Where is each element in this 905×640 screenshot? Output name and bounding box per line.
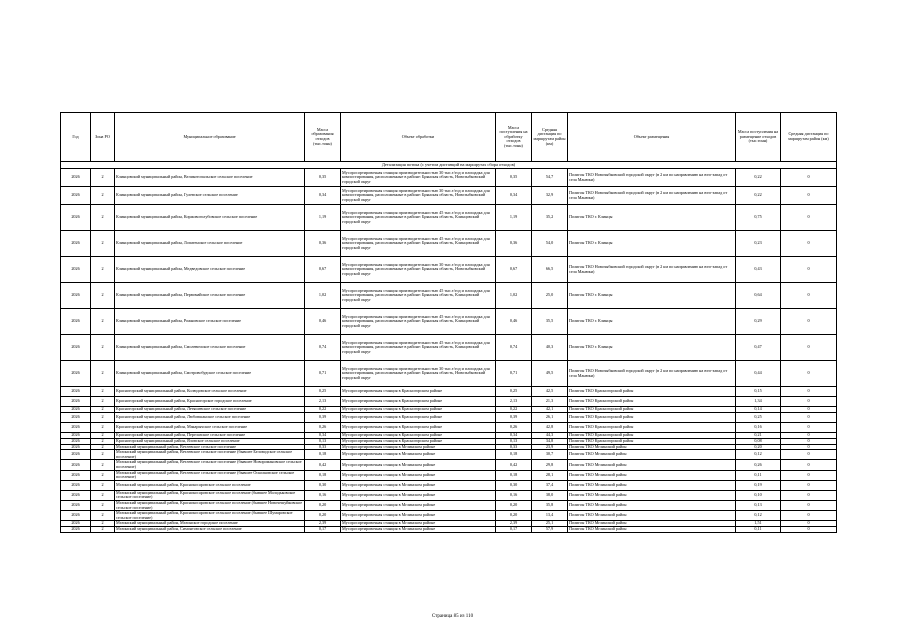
cell-waste-mass: 0,20 — [305, 511, 341, 521]
cell-zone: 2 — [91, 205, 115, 231]
cell-processing-distance: 21,3 — [532, 397, 568, 407]
cell-year: 2026 — [61, 511, 91, 521]
cell-disposal-distance: 0 — [781, 460, 837, 470]
cell-disposal-distance: 0 — [781, 169, 837, 187]
table-row — [61, 450, 837, 460]
cell-disposal-object: Полигон ТКО Новозыбковский городской округ (в 2 км по направлению на юго-запад от села Манюки) — [568, 169, 736, 187]
cell-processing-object: Мусоросортировочная станция производительностью 30 тыс.т/год и площадка для компостирования, расположенные в районе: Брянская область, Новозыбковский городской округ — [341, 361, 496, 387]
cell-year: 2026 — [61, 521, 91, 527]
cell-processing-distance: 42,8 — [532, 423, 568, 433]
cell-disposal-mass: 0,23 — [736, 231, 781, 257]
cell-disposal-distance: 0 — [781, 335, 837, 361]
cell-processing-mass: 0,22 — [496, 407, 532, 413]
cell-disposal-distance: 0 — [781, 490, 837, 500]
cell-processing-distance: 25,1 — [532, 521, 568, 527]
cell-year: 2026 — [61, 169, 91, 187]
cell-processing-object: Мусоросортировочная станция производительностью 45 тыс.т/год и площадка для компостирования, расположенные в районе: Брянская область, Клинцовский городской округ — [341, 309, 496, 335]
cell-disposal-mass: 0,25 — [736, 413, 781, 423]
cell-disposal-object: Полигон ТКО Мглинский район — [568, 526, 736, 532]
cell-processing-object: Мусоросортировочная станция в Красногорском районе — [341, 433, 496, 439]
cell-processing-mass: 0,35 — [496, 169, 532, 187]
cell-year: 2026 — [61, 335, 91, 361]
cell-processing-mass: 0,25 — [496, 387, 532, 397]
cell-municipality: Красногорский муниципальный район, Перелазское сельское поселение — [115, 433, 305, 439]
cell-zone: 2 — [91, 309, 115, 335]
cell-zone: 2 — [91, 407, 115, 413]
flow-detail-table — [60, 112, 837, 533]
cell-processing-mass: 0,18 — [496, 470, 532, 480]
cell-disposal-object: Полигон ТКО Новозыбковский городской округ (в 2 км по направлению на юго-запад от села Манюки) — [568, 187, 736, 205]
cell-disposal-object: Полигон ТКО Мглинский район — [568, 460, 736, 470]
cell-processing-object: Мусоросортировочная станция производительностью 45 тыс.т/год и площадка для компостирования, расположенные в районе: Брянская область, Клинцовский городской округ — [341, 335, 496, 361]
cell-year: 2026 — [61, 450, 91, 460]
table-row — [61, 257, 837, 283]
cell-year: 2026 — [61, 500, 91, 510]
cell-disposal-distance: 0 — [781, 257, 837, 283]
cell-zone: 2 — [91, 169, 115, 187]
cell-disposal-distance: 0 — [781, 511, 837, 521]
cell-processing-mass: 0,71 — [496, 361, 532, 387]
cell-zone: 2 — [91, 387, 115, 397]
cell-municipality: Мглинский муниципальный район, Краснокосаровское сельское поселение (бывшее Молодьковское сельское поселение) — [115, 490, 305, 500]
cell-disposal-mass: 0,22 — [736, 187, 781, 205]
cell-disposal-object: Полигон ТКО Мглинский район — [568, 521, 736, 527]
cell-disposal-mass: 0,21 — [736, 433, 781, 439]
cell-disposal-mass: 0,64 — [736, 283, 781, 309]
cell-year: 2026 — [61, 257, 91, 283]
cell-disposal-object: Полигон ТКО г. Клинцы — [568, 335, 736, 361]
cell-processing-distance: 32,9 — [532, 187, 568, 205]
cell-municipality: Мглинский муниципальный район, Краснокосаровское сельское поселение — [115, 480, 305, 490]
cell-disposal-distance: 0 — [781, 231, 837, 257]
cell-processing-mass: 0,20 — [496, 511, 532, 521]
table-row — [61, 283, 837, 309]
cell-zone: 2 — [91, 460, 115, 470]
cell-zone: 2 — [91, 257, 115, 283]
cell-waste-mass: 2,39 — [305, 521, 341, 527]
cell-processing-distance: 23,9 — [532, 444, 568, 450]
cell-disposal-mass: 0,10 — [736, 490, 781, 500]
cell-processing-mass: 1,02 — [496, 283, 532, 309]
cell-disposal-distance: 0 — [781, 309, 837, 335]
cell-municipality: Мглинский муниципальный район, Ветлевское сельское поселение (бывшее Осколковское сельское поселение) — [115, 470, 305, 480]
header-row — [61, 113, 837, 162]
cell-disposal-distance: 0 — [781, 397, 837, 407]
cell-processing-object: Мусоросортировочная станция производительностью 45 тыс.т/год и площадка для компостирования, расположенные в районе: Брянская область, Клинцовский городской округ — [341, 283, 496, 309]
cell-waste-mass: 0,67 — [305, 257, 341, 283]
table-row — [61, 397, 837, 407]
cell-processing-object: Мусоросортировочная станция в Мглинском районе — [341, 511, 496, 521]
cell-disposal-distance: 0 — [781, 205, 837, 231]
table-row — [61, 205, 837, 231]
cell-disposal-distance: 0 — [781, 521, 837, 527]
cell-disposal-mass: 0,16 — [736, 423, 781, 433]
cell-waste-mass: 0,39 — [305, 413, 341, 423]
cell-waste-mass: 0,34 — [305, 187, 341, 205]
table-caption: Детализация потока (с учетом дистанций на маршрутах сбора отходов) — [61, 162, 837, 169]
cell-municipality: Мглинский муниципальный район, Краснокосаровское сельское поселение (бывшее Новочешуйковское сельское поселение) — [115, 500, 305, 510]
cell-disposal-mass: 0,12 — [736, 450, 781, 460]
cell-processing-object: Мусоросортировочная станция в Красногорском районе — [341, 413, 496, 423]
cell-processing-object: Мусоросортировочная станция в Красногорском районе — [341, 397, 496, 407]
cell-municipality: Клинцовский муниципальный район, Лопатенское сельское поселение — [115, 231, 305, 257]
cell-processing-mass: 0,20 — [496, 500, 532, 510]
col-header-municipality: Муниципальное образование — [115, 113, 305, 162]
cell-processing-mass: 0,33 — [496, 444, 532, 450]
cell-disposal-mass: 0,22 — [736, 169, 781, 187]
col-header-processing-distance: Средняя дистанция по маршрутам район (км) — [532, 113, 568, 162]
cell-processing-mass: 0,74 — [496, 335, 532, 361]
cell-processing-distance: 57,9 — [532, 526, 568, 532]
cell-processing-mass: 0,17 — [496, 526, 532, 532]
cell-processing-object: Мусоросортировочная станция в Красногорском районе — [341, 407, 496, 413]
cell-disposal-object: Полигон ТКО Мглинский район — [568, 450, 736, 460]
cell-disposal-mass: 0,47 — [736, 335, 781, 361]
cell-disposal-object: Полигон ТКО Красногорский район — [568, 433, 736, 439]
cell-waste-mass: 0,18 — [305, 450, 341, 460]
table-row — [61, 470, 837, 480]
cell-processing-distance: 28,1 — [532, 470, 568, 480]
col-header-disposal-distance: Средняя дистанция по маршрутам район (км) — [781, 113, 837, 162]
cell-disposal-mass: 1,51 — [736, 521, 781, 527]
cell-processing-distance: 35,8 — [532, 500, 568, 510]
cell-processing-mass: 0,26 — [496, 423, 532, 433]
cell-processing-distance: 25,0 — [532, 283, 568, 309]
cell-waste-mass: 0,36 — [305, 231, 341, 257]
cell-disposal-distance: 0 — [781, 387, 837, 397]
cell-zone: 2 — [91, 433, 115, 439]
cell-waste-mass: 0,34 — [305, 433, 341, 439]
table-row — [61, 387, 837, 397]
cell-year: 2026 — [61, 283, 91, 309]
cell-disposal-mass: 1,34 — [736, 397, 781, 407]
cell-processing-mass: 0,39 — [496, 413, 532, 423]
cell-municipality: Клинцовский муниципальный район, Медведовское сельское поселение — [115, 257, 305, 283]
cell-municipality: Красногорский муниципальный район, Красногорское городское поселение — [115, 397, 305, 407]
cell-zone: 2 — [91, 413, 115, 423]
cell-processing-distance: 44,3 — [532, 433, 568, 439]
cell-year: 2026 — [61, 490, 91, 500]
cell-disposal-object: Полигон ТКО г. Клинцы — [568, 309, 736, 335]
cell-disposal-mass: 0,13 — [736, 500, 781, 510]
cell-municipality: Красногорский муниципальный район, Макарычское сельское поселение — [115, 423, 305, 433]
cell-disposal-distance: 0 — [781, 413, 837, 423]
cell-processing-object: Мусоросортировочная станция в Мглинском районе — [341, 500, 496, 510]
cell-municipality: Красногорский муниципальный район, Яловское сельское поселение — [115, 439, 305, 445]
cell-disposal-object: Полигон ТКО Новозыбковский городской округ (в 2 км по направлению на юго-запад от села Манюки) — [568, 361, 736, 387]
table-row — [61, 511, 837, 521]
cell-waste-mass: 2,13 — [305, 397, 341, 407]
cell-zone: 2 — [91, 526, 115, 532]
cell-year: 2026 — [61, 444, 91, 450]
cell-zone: 2 — [91, 397, 115, 407]
table-row — [61, 335, 837, 361]
col-header-year: Год — [61, 113, 91, 162]
cell-processing-mass: 0,67 — [496, 257, 532, 283]
cell-disposal-mass: 0,11 — [736, 470, 781, 480]
cell-processing-mass: 2,39 — [496, 521, 532, 527]
cell-processing-distance: 38,0 — [532, 490, 568, 500]
cell-processing-mass: 0,46 — [496, 309, 532, 335]
cell-processing-object: Мусоросортировочная станция в Мглинском районе — [341, 480, 496, 490]
cell-year: 2026 — [61, 439, 91, 445]
cell-processing-mass: 0,30 — [496, 480, 532, 490]
cell-zone: 2 — [91, 500, 115, 510]
cell-year: 2026 — [61, 480, 91, 490]
cell-processing-mass: 0,13 — [496, 439, 532, 445]
cell-disposal-object: Полигон ТКО Мглинский район — [568, 480, 736, 490]
cell-disposal-object: Полигон ТКО Красногорский район — [568, 407, 736, 413]
cell-processing-distance: 34,8 — [532, 439, 568, 445]
cell-year: 2026 — [61, 423, 91, 433]
cell-processing-mass: 1,19 — [496, 205, 532, 231]
table-body — [61, 169, 837, 533]
data-sheet — [60, 112, 836, 533]
table-row — [61, 490, 837, 500]
cell-processing-distance: 49,5 — [532, 361, 568, 387]
cell-disposal-mass: 0,08 — [736, 439, 781, 445]
cell-processing-object: Мусоросортировочная станция производительностью 30 тыс.т/год и площадка для компостирования, расположенные в районе: Брянская область, Новозыбковский городской округ — [341, 187, 496, 205]
cell-zone: 2 — [91, 361, 115, 387]
cell-waste-mass: 0,18 — [305, 470, 341, 480]
cell-year: 2026 — [61, 361, 91, 387]
cell-year: 2026 — [61, 387, 91, 397]
cell-processing-mass: 0,36 — [496, 231, 532, 257]
cell-disposal-mass: 0,11 — [736, 526, 781, 532]
cell-municipality: Клинцовский муниципальный район, Гулевское сельское поселение — [115, 187, 305, 205]
cell-waste-mass: 0,16 — [305, 490, 341, 500]
cell-municipality: Мглинский муниципальный район, Ветлевское сельское поселение (бывшее Беловодское сельское поселение) — [115, 450, 305, 460]
cell-processing-distance: 30,7 — [532, 450, 568, 460]
col-header-waste-mass: Масса образования отходов (тыс.тонн) — [305, 113, 341, 162]
cell-processing-distance: 66,5 — [532, 257, 568, 283]
cell-waste-mass: 0,74 — [305, 335, 341, 361]
cell-processing-distance: 54,7 — [532, 169, 568, 187]
cell-disposal-distance: 0 — [781, 526, 837, 532]
cell-year: 2026 — [61, 309, 91, 335]
cell-disposal-distance: 0 — [781, 361, 837, 387]
cell-disposal-mass: 0,12 — [736, 511, 781, 521]
cell-processing-object: Мусоросортировочная станция в Мглинском районе — [341, 526, 496, 532]
cell-year: 2026 — [61, 187, 91, 205]
cell-disposal-mass: 0,29 — [736, 309, 781, 335]
cell-year: 2026 — [61, 407, 91, 413]
cell-municipality: Клинцовский муниципальный район, Смолевичское сельское поселение — [115, 335, 305, 361]
col-header-processing-mass: Масса поступления на обработку отходов (тыс.тонн) — [496, 113, 532, 162]
cell-processing-distance: 37,4 — [532, 480, 568, 490]
cell-processing-object: Мусоросортировочная станция в Красногорском районе — [341, 387, 496, 397]
cell-processing-mass: 0,18 — [496, 450, 532, 460]
cell-waste-mass: 0,33 — [305, 444, 341, 450]
cell-processing-object: Мусоросортировочная станция в Мглинском районе — [341, 450, 496, 460]
cell-disposal-distance: 0 — [781, 187, 837, 205]
cell-disposal-distance: 0 — [781, 444, 837, 450]
cell-waste-mass: 0,22 — [305, 407, 341, 413]
cell-disposal-object: Полигон ТКО Мглинский район — [568, 500, 736, 510]
cell-disposal-object: Полигон ТКО Мглинский район — [568, 444, 736, 450]
cell-disposal-object: Полигон ТКО г. Клинцы — [568, 205, 736, 231]
cell-zone: 2 — [91, 511, 115, 521]
cell-waste-mass: 1,02 — [305, 283, 341, 309]
cell-waste-mass: 0,20 — [305, 500, 341, 510]
cell-year: 2026 — [61, 460, 91, 470]
table-row — [61, 423, 837, 433]
cell-processing-object: Мусоросортировочная станция в Мглинском районе — [341, 444, 496, 450]
cell-processing-object: Мусоросортировочная станция в Красногорском районе — [341, 439, 496, 445]
cell-waste-mass: 0,42 — [305, 460, 341, 470]
cell-waste-mass: 0,26 — [305, 423, 341, 433]
cell-zone: 2 — [91, 521, 115, 527]
cell-waste-mass: 0,25 — [305, 387, 341, 397]
cell-municipality: Клинцовский муниципальный район, Великотопальское сельское поселение — [115, 169, 305, 187]
cell-processing-mass: 0,42 — [496, 460, 532, 470]
cell-disposal-object: Полигон ТКО Мглинский район — [568, 490, 736, 500]
cell-year: 2026 — [61, 526, 91, 532]
cell-zone: 2 — [91, 490, 115, 500]
cell-municipality: Красногорский муниципальный район, Летяшевское сельское поселение — [115, 407, 305, 413]
cell-disposal-distance: 0 — [781, 500, 837, 510]
cell-disposal-distance: 0 — [781, 283, 837, 309]
cell-disposal-object: Полигон ТКО г. Клинцы — [568, 231, 736, 257]
cell-processing-distance: 42,1 — [532, 407, 568, 413]
cell-municipality: Клинцовский муниципальный район, Коржовоголубовское сельское поселение — [115, 205, 305, 231]
cell-year: 2026 — [61, 470, 91, 480]
cell-municipality: Мглинский муниципальный район, Мглинское городское поселение — [115, 521, 305, 527]
cell-disposal-mass: 0,26 — [736, 460, 781, 470]
cell-processing-object: Мусоросортировочная станция производительностью 30 тыс.т/год и площадка для компостирования, расположенные в районе: Брянская область, Новозыбковский городской округ — [341, 169, 496, 187]
cell-disposal-mass: 0,75 — [736, 205, 781, 231]
table-row — [61, 460, 837, 470]
cell-processing-object: Мусоросортировочная станция в Мглинском районе — [341, 460, 496, 470]
table-row — [61, 309, 837, 335]
cell-disposal-distance: 0 — [781, 450, 837, 460]
cell-waste-mass: 1,19 — [305, 205, 341, 231]
cell-zone: 2 — [91, 423, 115, 433]
cell-processing-object: Мусоросортировочная станция в Мглинском районе — [341, 470, 496, 480]
cell-municipality: Мглинский муниципальный район, Ветлевское сельское поселение — [115, 444, 305, 450]
cell-disposal-mass: 0,20 — [736, 444, 781, 450]
cell-processing-object: Мусоросортировочная станция в Мглинском районе — [341, 521, 496, 527]
cell-municipality: Мглинский муниципальный район, Краснокосаровское сельское поселение (бывшее Шумаровское сельское поселение) — [115, 511, 305, 521]
cell-year: 2026 — [61, 397, 91, 407]
cell-zone: 2 — [91, 283, 115, 309]
cell-processing-distance: 26,1 — [532, 413, 568, 423]
cell-waste-mass: 0,71 — [305, 361, 341, 387]
cell-municipality: Мглинский муниципальный район, Ветлевское сельское поселение (бывшее Новоромановское сельское поселение) — [115, 460, 305, 470]
col-header-zone: Зона РО — [91, 113, 115, 162]
table-row — [61, 231, 837, 257]
cell-disposal-distance: 0 — [781, 407, 837, 413]
col-header-disposal-object: Объект размещения — [568, 113, 736, 162]
cell-disposal-object: Полигон ТКО Красногорский район — [568, 387, 736, 397]
cell-disposal-object: Полигон ТКО Красногорский район — [568, 423, 736, 433]
cell-processing-distance: 40,3 — [532, 335, 568, 361]
col-header-processing-object: Объект обработки — [341, 113, 496, 162]
cell-disposal-distance: 0 — [781, 480, 837, 490]
cell-municipality: Клинцовский муниципальный район, Рожновское сельское поселение — [115, 309, 305, 335]
cell-waste-mass: 0,35 — [305, 169, 341, 187]
cell-processing-distance: 54,0 — [532, 231, 568, 257]
cell-zone: 2 — [91, 231, 115, 257]
cell-waste-mass: 0,13 — [305, 439, 341, 445]
cell-processing-distance: 29,8 — [532, 460, 568, 470]
cell-zone: 2 — [91, 335, 115, 361]
table-row — [61, 500, 837, 510]
cell-zone: 2 — [91, 450, 115, 460]
page-number: Страница 85 из 110 — [431, 614, 474, 619]
cell-zone: 2 — [91, 480, 115, 490]
cell-disposal-mass: 0,15 — [736, 387, 781, 397]
cell-disposal-mass: 0,14 — [736, 407, 781, 413]
cell-municipality: Клинцовский муниципальный район, Первомайское сельское поселение — [115, 283, 305, 309]
table-row — [61, 187, 837, 205]
cell-disposal-object: Полигон ТКО г. Клинцы — [568, 283, 736, 309]
cell-processing-distance: 13,4 — [532, 511, 568, 521]
cell-disposal-object: Полигон ТКО Красногорский район — [568, 413, 736, 423]
cell-year: 2026 — [61, 433, 91, 439]
cell-waste-mass: 0,30 — [305, 480, 341, 490]
cell-disposal-distance: 0 — [781, 423, 837, 433]
cell-processing-object: Мусоросортировочная станция в Красногорском районе — [341, 423, 496, 433]
cell-processing-mass: 0,34 — [496, 433, 532, 439]
cell-disposal-object: Полигон ТКО Мглинский район — [568, 470, 736, 480]
table-row — [61, 526, 837, 532]
cell-disposal-mass: 0,19 — [736, 480, 781, 490]
cell-disposal-mass: 0,43 — [736, 257, 781, 283]
cell-processing-mass: 2,13 — [496, 397, 532, 407]
cell-disposal-object: Полигон ТКО Новозыбковский городской округ (в 2 км по направлению на юго-запад от села Манюки) — [568, 257, 736, 283]
cell-processing-distance: 42,5 — [532, 387, 568, 397]
cell-year: 2026 — [61, 205, 91, 231]
table-row — [61, 169, 837, 187]
cell-year: 2026 — [61, 231, 91, 257]
cell-disposal-distance: 0 — [781, 433, 837, 439]
cell-municipality: Клинцовский муниципальный район, Смотровобудское сельское поселение — [115, 361, 305, 387]
cell-processing-object: Мусоросортировочная станция в Мглинском районе — [341, 490, 496, 500]
cell-processing-mass: 0,16 — [496, 490, 532, 500]
col-header-disposal-mass: Масса поступления на размещение отходов (тыс.тонн) — [736, 113, 781, 162]
cell-zone: 2 — [91, 470, 115, 480]
cell-zone: 2 — [91, 187, 115, 205]
cell-municipality: Мглинский муниципальный район, Симонтовское сельское поселение — [115, 526, 305, 532]
cell-municipality: Красногорский муниципальный район, Колюдовское сельское поселение — [115, 387, 305, 397]
cell-processing-distance: 35,5 — [532, 309, 568, 335]
cell-processing-object: Мусоросортировочная станция производительностью 45 тыс.т/год и площадка для компостирования, расположенные в районе: Брянская область, Клинцовский городской округ — [341, 205, 496, 231]
cell-disposal-object: Полигон ТКО Красногорский район — [568, 397, 736, 407]
table-row — [61, 480, 837, 490]
cell-disposal-object: Полигон ТКО Мглинский район — [568, 511, 736, 521]
cell-processing-object: Мусоросортировочная станция производительностью 45 тыс.т/год и площадка для компостирования, расположенные в районе: Брянская область, Клинцовский городской округ — [341, 231, 496, 257]
cell-disposal-distance: 0 — [781, 439, 837, 445]
cell-waste-mass: 0,46 — [305, 309, 341, 335]
table-row — [61, 361, 837, 387]
cell-disposal-mass: 0,44 — [736, 361, 781, 387]
cell-waste-mass: 0,17 — [305, 526, 341, 532]
cell-year: 2026 — [61, 413, 91, 423]
cell-processing-mass: 0,34 — [496, 187, 532, 205]
cell-disposal-distance: 0 — [781, 470, 837, 480]
cell-disposal-object: Полигон ТКО Красногорский район — [568, 439, 736, 445]
cell-municipality: Красногорский муниципальный район, Любовшанское сельское поселение — [115, 413, 305, 423]
cell-processing-object: Мусоросортировочная станция производительностью 30 тыс.т/год и площадка для компостирования, расположенные в районе: Брянская область, Новозыбковский городской округ — [341, 257, 496, 283]
table-row — [61, 413, 837, 423]
cell-zone: 2 — [91, 439, 115, 445]
cell-zone: 2 — [91, 444, 115, 450]
cell-processing-distance: 35,2 — [532, 205, 568, 231]
